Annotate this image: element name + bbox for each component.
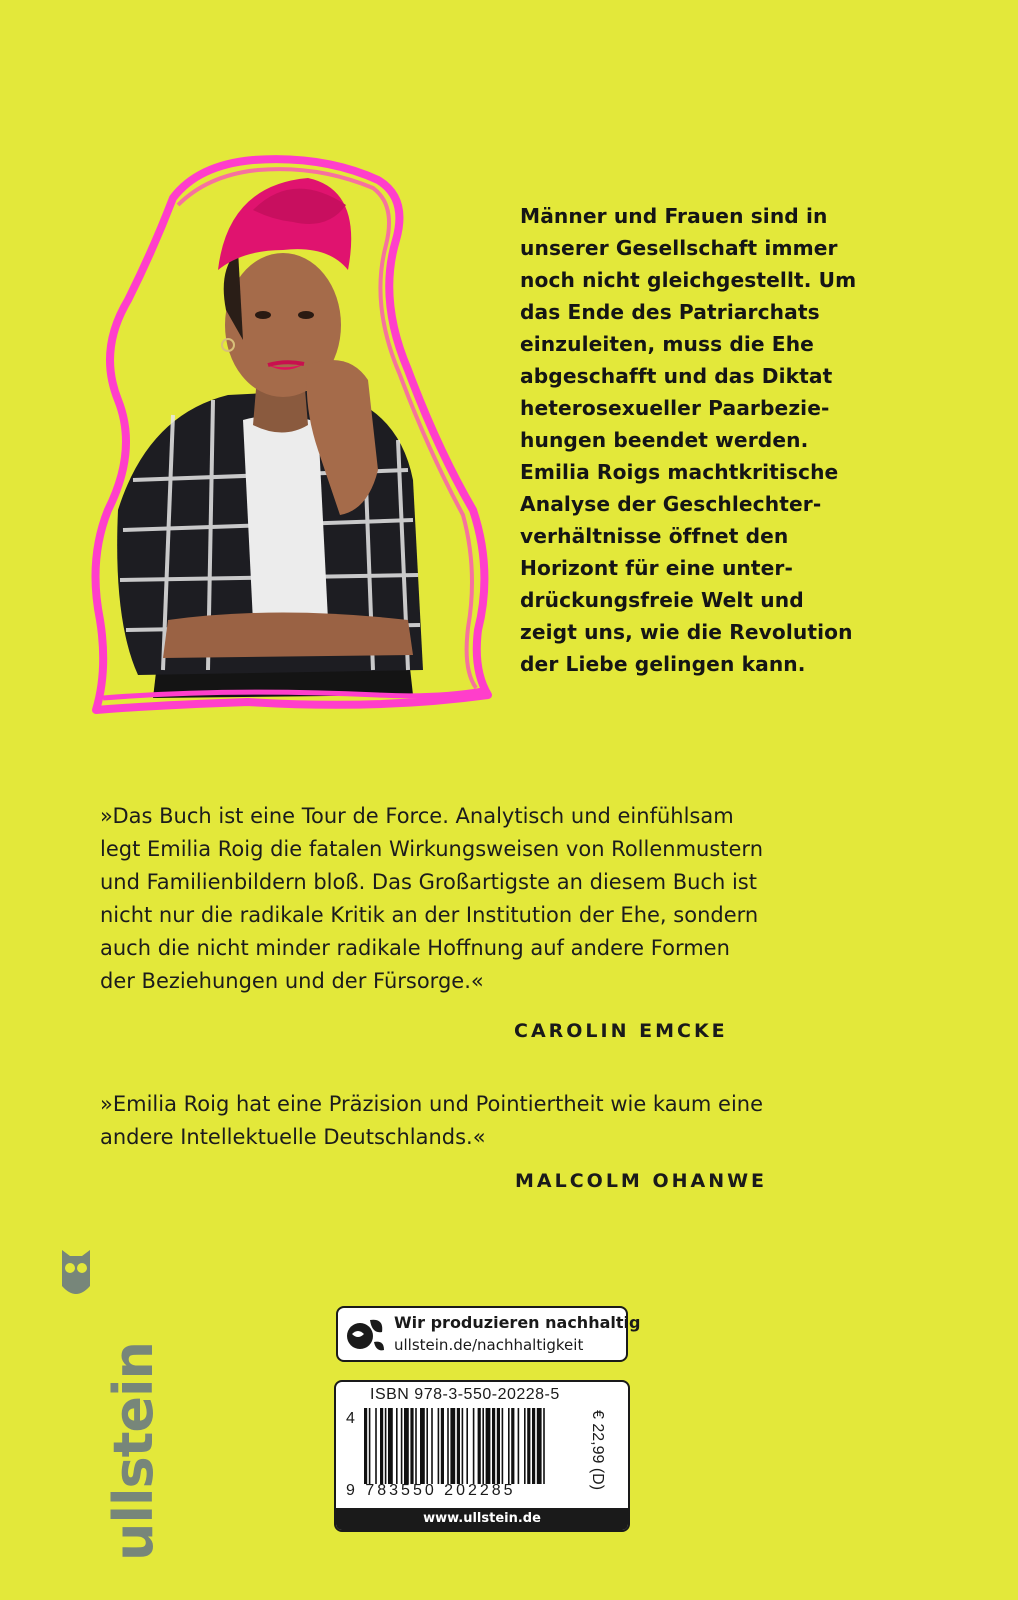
review-quote-emcke <box>100 800 920 998</box>
blurb-line: Emilia Roigs machtkritische <box>520 460 839 484</box>
quote-line: andere Intellektuelle Deutschlands.« <box>100 1125 486 1149</box>
quote-line: und Familienbildern bloß. Das Großartigste an diesem Buch ist <box>100 870 757 894</box>
quote-line: legt Emilia Roig die fatalen Wirkungsweisen von Rollenmustern <box>100 837 764 861</box>
blurb-line: der Liebe gelingen kann. <box>520 652 806 676</box>
sustainability-title: Wir produzieren nachhaltig <box>394 1313 641 1332</box>
blurb-line: Horizont für eine unter- <box>520 556 793 580</box>
quote-attribution: CAROLIN EMCKE <box>514 1020 728 1042</box>
logo-wordmark: ullstein <box>102 1342 165 1561</box>
sustainability-badge <box>336 1306 641 1362</box>
publisher-logo <box>40 1246 165 1586</box>
quote-line: auch die nicht minder radikale Hoffnung auf andere Formen <box>100 936 730 960</box>
barcode-icon <box>364 1408 594 1484</box>
price-label: € 22,99 (D) <box>589 1410 606 1491</box>
blurb-line: drückungsfreie Welt und <box>520 588 804 612</box>
book-blurb <box>520 200 920 680</box>
blurb-line: Analyse der Geschlechter- <box>520 492 822 516</box>
quote-line: »Das Buch ist eine Tour de Force. Analytisch und einfühlsam <box>100 804 734 828</box>
blurb-line: das Ende des Patriarchats <box>520 300 820 324</box>
review-quote-ohanwe <box>100 1088 920 1154</box>
barcode-digits: 9 783550 202285 <box>346 1482 516 1499</box>
sustainability-url: ullstein.de/nachhaltigkeit <box>394 1336 584 1354</box>
owl-icon <box>58 1246 94 1306</box>
quote-line: der Beziehungen und der Fürsorge.« <box>100 969 484 993</box>
blurb-line: einzuleiten, muss die Ehe <box>520 332 814 356</box>
barcode-lead-digit: 4 <box>346 1410 355 1427</box>
blurb-line: hungen beendet werden. <box>520 428 809 452</box>
author-photo <box>78 150 498 730</box>
quote-line: nicht nur die radikale Kritik an der Institution der Ehe, sondern <box>100 903 759 927</box>
leaf-globe-icon <box>344 1314 386 1354</box>
blurb-line: verhältnisse öffnet den <box>520 524 789 548</box>
blurb-line: zeigt uns, wie die Revolution <box>520 620 853 644</box>
blurb-line: abgeschafft und das Diktat <box>520 364 833 388</box>
isbn-text: ISBN 978-3-550-20228-5 <box>370 1386 560 1403</box>
blurb-line: Männer und Frauen sind in <box>520 204 828 228</box>
quote-line: »Emilia Roig hat eine Präzision und Pointiertheit wie kaum eine <box>100 1092 764 1116</box>
publisher-url: www.ullstein.de <box>336 1508 628 1530</box>
quote-attribution: MALCOLM OHANWE <box>515 1170 768 1192</box>
blurb-line: unserer Gesellschaft immer <box>520 236 838 260</box>
blurb-line: noch nicht gleichgestellt. Um <box>520 268 857 292</box>
blurb-line: heterosexueller Paarbezie- <box>520 396 830 420</box>
barcode-box <box>334 1380 630 1532</box>
